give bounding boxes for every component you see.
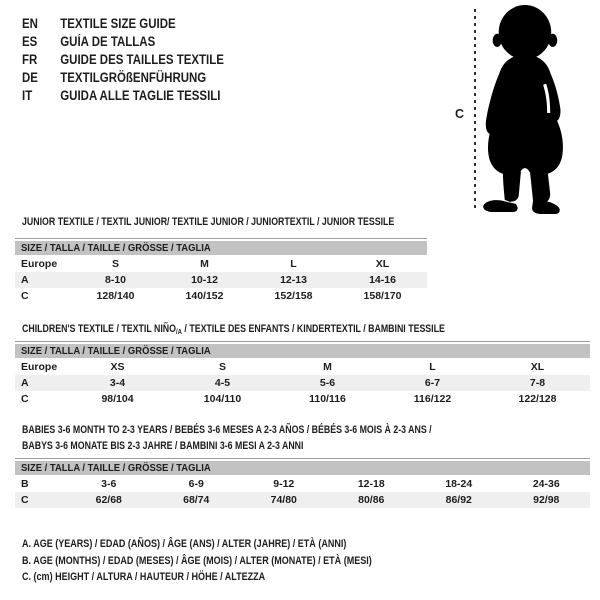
lang-row-es <box>22 32 224 50</box>
size-cell: 68/74 <box>183 494 210 506</box>
size-cell: 80/86 <box>358 494 385 506</box>
size-cell: 6-7 <box>424 377 441 389</box>
table-header-band <box>15 461 590 476</box>
row-label: Europe <box>21 361 58 373</box>
table-row <box>15 476 590 492</box>
lang-title: TEXTILGRÖßENFÜHRUNG <box>60 69 207 85</box>
baby-silhouette-icon <box>479 4 581 214</box>
divider <box>15 341 590 342</box>
junior-size-table <box>15 238 427 304</box>
size-cell: 10-12 <box>191 274 218 286</box>
size-cell: 122/128 <box>518 393 557 405</box>
lang-row-fr <box>22 50 224 68</box>
size-cell: 3-6 <box>101 478 117 490</box>
size-cell: 74/80 <box>270 494 297 506</box>
size-cell: 86/92 <box>445 494 472 506</box>
size-cell: 98/104 <box>101 393 134 405</box>
size-cell: 7-8 <box>529 377 546 389</box>
size-cell: 3-4 <box>109 377 126 389</box>
children-size-table <box>15 341 590 407</box>
size-cell: S <box>218 361 226 373</box>
size-cell: 152/158 <box>274 290 313 302</box>
size-cell: 12-18 <box>357 478 385 490</box>
table-row <box>15 359 590 375</box>
size-cell: 158/170 <box>363 290 402 302</box>
lang-code: ES <box>22 33 38 49</box>
children-title-post: / TEXTILE DES ENFANTS / KINDERTEXTIL / BAMBINI TESSILE <box>181 323 445 335</box>
row-label: A <box>21 377 29 389</box>
table-header-band <box>15 344 590 359</box>
size-cell: L <box>290 258 297 270</box>
size-cell: XL <box>530 361 545 373</box>
height-measure-dashed-line <box>474 9 476 210</box>
row-label: A <box>21 274 29 286</box>
lang-code: FR <box>22 51 38 67</box>
row-label: B <box>21 478 29 490</box>
size-cell: 8-10 <box>104 274 126 286</box>
babies-size-table <box>15 458 590 508</box>
babies-title-line2: BABYS 3-6 MONATE BIS 2-3 JAHRE / BAMBINI 3-6 MESI A 2-3 ANNI <box>22 439 304 452</box>
height-measure-label: C <box>455 107 465 121</box>
size-cell: 9-12 <box>273 478 295 490</box>
junior-section-title: JUNIOR TEXTILE / TEXTIL JUNIOR/ TEXTILE JUNIOR / JUNIORTEXTIL / JUNIOR TESSILE <box>22 216 395 228</box>
size-cell: XL <box>375 258 390 270</box>
row-label: Europe <box>21 258 58 270</box>
size-cell: M <box>323 361 332 373</box>
children-section-title <box>22 322 445 340</box>
size-cell: 4-5 <box>214 377 231 389</box>
size-cell: 14-16 <box>369 274 396 286</box>
legend-notes <box>22 536 449 586</box>
size-cell: L <box>429 361 436 373</box>
table-row <box>15 288 427 304</box>
babies-title-line1: BABIES 3-6 MONTH TO 2-3 YEARS / BEBÉS 3-6 MESES A 2-3 AÑOS / BÉBÉS 3-6 MOIS À 2-3 ANS / <box>22 424 432 436</box>
size-cell: 12-13 <box>280 274 307 286</box>
size-cell: 18-24 <box>445 478 473 490</box>
row-label: C <box>21 393 29 405</box>
band-label: SIZE / TALLA / TAILLE / GRÖSSE / TAGLIA <box>21 345 211 357</box>
row-label: C <box>21 290 29 302</box>
size-cell: 110/116 <box>309 393 346 405</box>
size-cell: 24-36 <box>532 478 560 490</box>
size-cell: M <box>200 258 209 270</box>
table-row <box>15 375 590 391</box>
band-label: SIZE / TALLA / TAILLE / GRÖSSE / TAGLIA <box>21 242 211 254</box>
table-row <box>15 391 590 407</box>
divider <box>15 238 427 239</box>
lang-title: GUIDE DES TAILLES TEXTILE <box>60 51 224 67</box>
lang-code: IT <box>22 87 33 103</box>
language-title-list <box>22 14 260 104</box>
table-row <box>15 492 590 508</box>
note-age-years: A. AGE (YEARS) / EDAD (AÑOS) / ÂGE (ANS) / ALTER (JAHRE) / ETÀ (ANNI) <box>22 538 347 551</box>
size-cell: 62/68 <box>95 494 122 506</box>
children-title-sub: /A <box>175 327 182 336</box>
row-label: C <box>21 494 29 506</box>
size-cell: 5-6 <box>319 377 336 389</box>
table-row <box>15 272 427 288</box>
table-header-band <box>15 241 427 256</box>
size-cell: 104/110 <box>203 393 242 405</box>
children-title-pre: CHILDREN'S TEXTILE / TEXTIL NIÑO <box>22 323 176 335</box>
size-cell: XS <box>110 361 125 373</box>
lang-title: GUÍA DE TALLAS <box>60 33 156 49</box>
lang-row-de <box>22 68 224 86</box>
size-cell: 6-9 <box>188 478 204 490</box>
size-cell: S <box>111 258 119 270</box>
lang-title: TEXTILE SIZE GUIDE <box>60 15 176 31</box>
size-cell: 140/152 <box>185 290 224 302</box>
babies-section-title <box>22 423 432 454</box>
note-age-months: B. AGE (MONTHS) / EDAD (MESES) / ÂGE (MOIS) / ALTER (MONATE) / ETÀ (MESI) <box>22 554 372 567</box>
lang-code: EN <box>22 15 38 31</box>
size-cell: 116/122 <box>413 393 452 405</box>
band-label: SIZE / TALLA / TAILLE / GRÖSSE / TAGLIA <box>21 462 211 474</box>
size-cell: 128/140 <box>96 290 135 302</box>
size-cell: 92/98 <box>533 494 560 506</box>
lang-row-it <box>22 86 224 104</box>
table-row <box>15 256 427 272</box>
note-height-cm: C. (cm) HEIGHT / ALTURA / HAUTEUR / HÖHE / ALTEZZA <box>22 571 266 584</box>
lang-title: GUIDA ALLE TAGLIE TESSILI <box>60 87 221 103</box>
divider <box>15 458 590 459</box>
lang-row-en <box>22 14 224 32</box>
lang-code: DE <box>22 69 38 85</box>
